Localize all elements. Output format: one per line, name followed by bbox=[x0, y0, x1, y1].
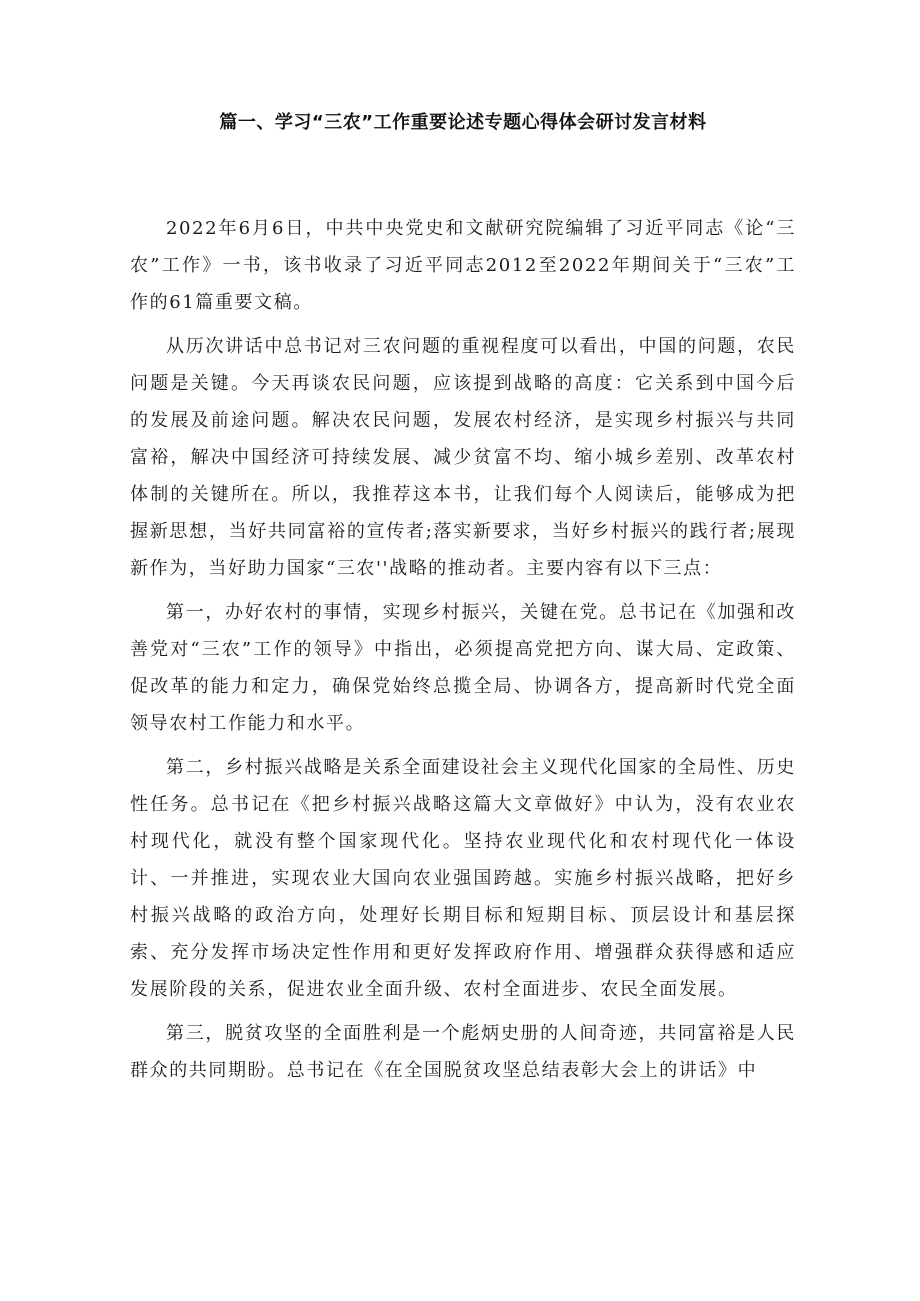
paragraph-point-three: 第三，脱贫攻坚的全面胜利是一个彪炳史册的人间奇迹，共同富裕是人民群众的共同期盼。总书记在《在全国脱贫攻坚总结表彰大会上的讲话》中 bbox=[130, 1023, 796, 1081]
document-body bbox=[130, 210, 796, 1089]
paragraph-overview: 从历次讲话中总书记对三农问题的重视程度可以看出，中国的问题，农民问题是关键。今天再谈农民问题，应该提到战略的高度：它关系到中国今后的发展及前途问题。解决农民问题，发展农村经济，是实现乡村振兴与共同富裕，解决中国经济可持续发展、减少贫富不均、缩小城乡差别、改革农村体制的关键所在。所以，我推荐这本书，让我们每个人阅读后，能够成为把握新思想，当好共同富裕的宣传者;落实新要求，当好乡村振兴的践行者;展现新作为，当好助力国家“三农''战略的推动者。主要内容有以下三点： bbox=[130, 336, 796, 579]
paragraph-point-two: 第二，乡村振兴战略是关系全面建设社会主义现代化国家的全局性、历史性任务。总书记在《把乡村振兴战略这篇大文章做好》中认为，没有农业农村现代化，就没有整个国家现代化。坚持农业现代化和农村现代化一体设计、一并推进，实现农业大国向农业强国跨越。实施乡村振兴战略，把好乡村振兴战略的政治方向，处理好长期目标和短期目标、顶层设计和基层探索、充分发挥市场决定性作用和更好发挥政府作用、增强群众获得感和适应发展阶段的关系，促进农业全面升级、农村全面进步、农民全面发展。 bbox=[130, 757, 796, 1000]
paragraph-intro: 2022年6月6日，中共中央党史和文献研究院编辑了习近平同志《论“三农”工作》一书，该书收录了习近平同志2012至2022年期间关于“三农”工作的61篇重要文稿。 bbox=[130, 218, 796, 313]
document-title: 篇一、学习“三农”工作重要论述专题心得体会研讨发言材料 bbox=[219, 112, 707, 133]
paragraph-point-one: 第一，办好农村的事情，实现乡村振兴，关键在党。总书记在《加强和改善党对“三农”工作的领导》中指出，必须提高党把方向、谋大局、定政策、促改革的能力和定力，确保党始终总揽全局、协调各方，提高新时代党全面领导农村工作能力和水平。 bbox=[130, 602, 796, 734]
